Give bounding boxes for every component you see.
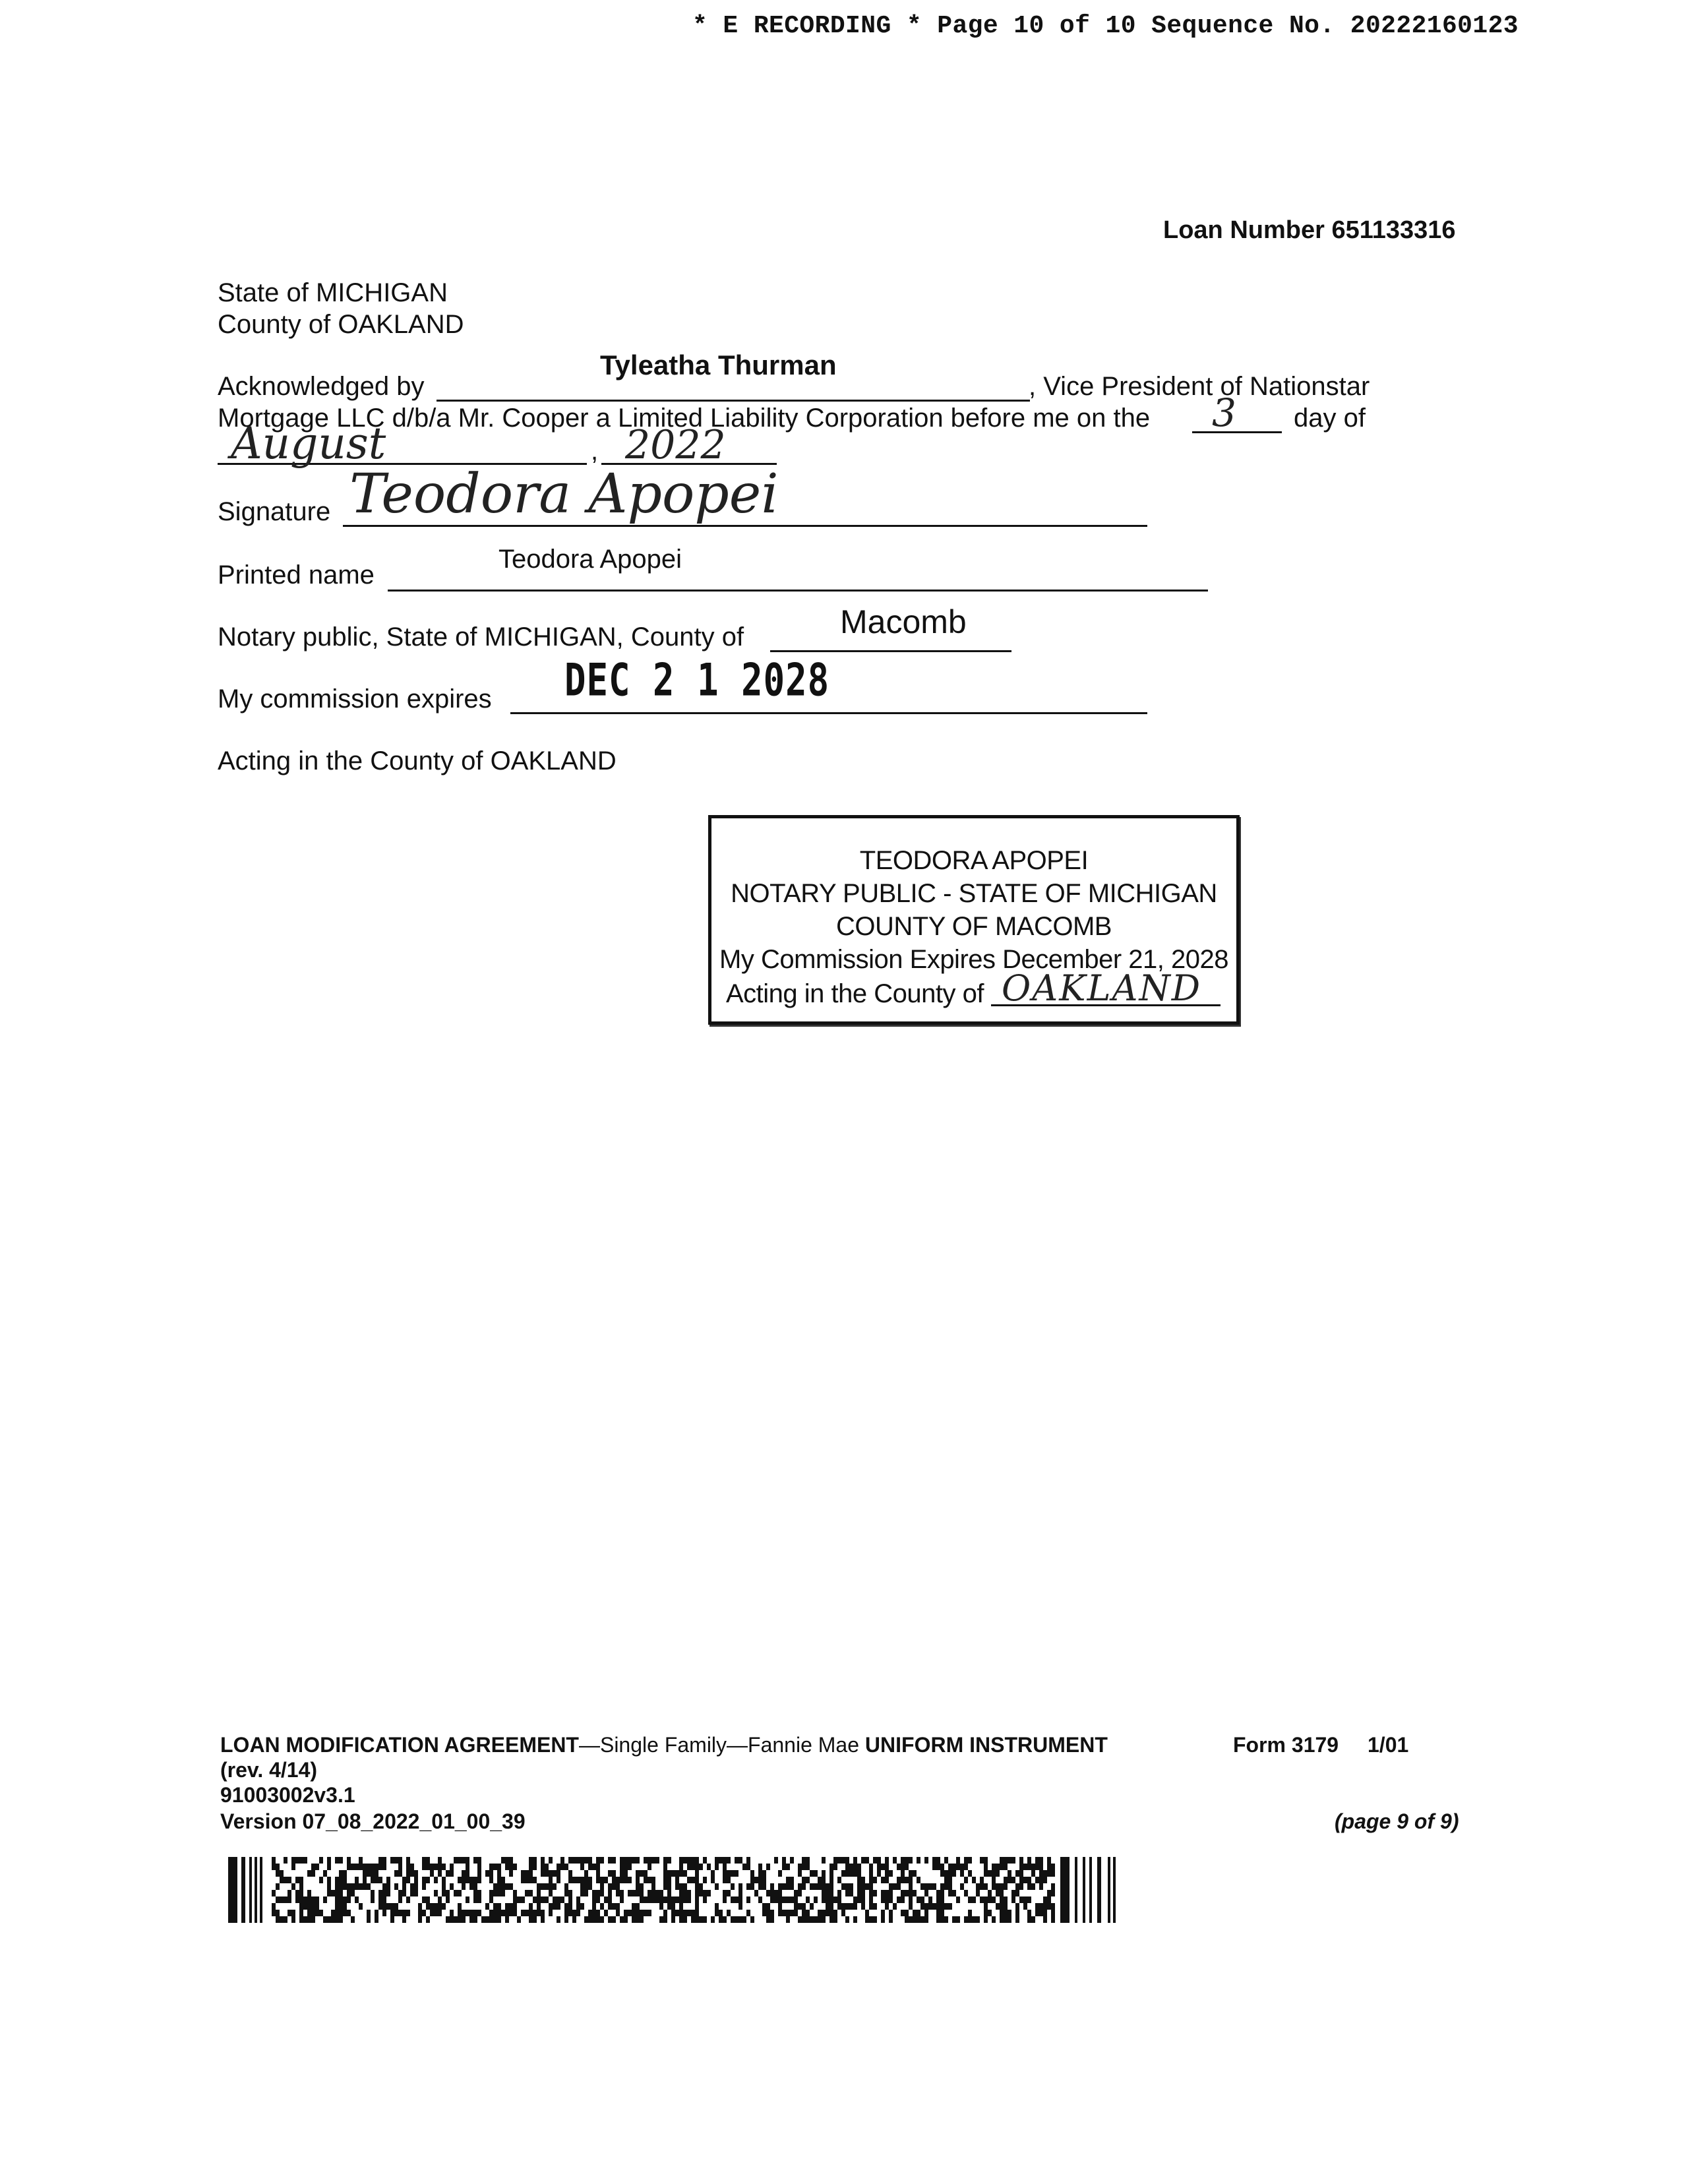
footer-title-bold-1: LOAN MODIFICATION AGREEMENT [220,1733,579,1757]
stamp-notary-public: NOTARY PUBLIC - STATE OF MICHIGAN [731,879,1217,908]
recording-header: * E RECORDING * Page 10 of 10 Sequence No. 20222160123 [692,12,1519,40]
footer-code: 91003002v3.1 [220,1783,355,1807]
signature-label: Signature [218,497,331,526]
vice-president-text: , Vice President of Nationstar [1029,372,1370,401]
footer-version: Version 07_08_2022_01_00_39 [220,1809,526,1833]
year-handwritten: 2022 [625,422,726,468]
state-line: State of MICHIGAN [218,278,448,307]
footer-rev: (rev. 4/14) [220,1758,318,1782]
commission-underline [510,712,1147,714]
loan-number: Loan Number 651133316 [1163,216,1456,244]
day-handwritten: 3 [1212,390,1236,435]
footer-title-bold-2: UNIFORM INSTRUMENT [864,1733,1108,1757]
acting-county-text: Acting in the County of OAKLAND [218,746,617,775]
month-year-comma: , [591,437,599,466]
stamp-acting-label: Acting in the County of [726,979,984,1008]
stamp-name: TEODORA APOPEI [859,846,1089,875]
notary-county-underline [770,650,1011,652]
month-handwritten: August [231,418,386,469]
stamp-acting-county-handwritten: OAKLAND [1002,967,1202,1009]
footer-form-date: 1/01 [1368,1733,1409,1757]
printed-name-label: Printed name [218,561,375,590]
printed-name-value: Teodora Apopei [498,545,682,574]
footer-title-normal: —Single Family—Fannie Mae [578,1733,865,1757]
barcode [228,1857,1116,1923]
acknowledged-by-label: Acknowledged by [218,372,425,401]
footer-page: (page 9 of 9) [1335,1809,1459,1833]
footer-form: Form 3179 [1233,1733,1339,1757]
printed-name-underline [388,590,1208,592]
notary-stamp [708,815,1240,1025]
acknowledged-by-name: Tyleatha Thurman [600,349,837,380]
footer-title [220,1734,1108,1755]
day-of-text: day of [1294,404,1366,433]
acknowledged-by-underline [437,400,1030,402]
commission-date-stamp: DEC 2 1 2028 [564,654,830,706]
notary-county-value: Macomb [840,603,967,640]
notary-county-label: Notary public, State of MICHIGAN, County of [218,622,744,652]
county-line: County of OAKLAND [218,310,464,339]
commission-label: My commission expires [218,684,492,713]
acknowledgment-line2: Mortgage LLC d/b/a Mr. Cooper a Limited Liability Corporation before me on the [218,404,1151,433]
day-underline [1192,431,1282,433]
stamp-commission-expires: My Commission Expires December 21, 2028 [719,945,1228,974]
signature-handwritten: Teodora Apopei [349,463,779,526]
stamp-county: COUNTY OF MACOMB [836,912,1112,941]
